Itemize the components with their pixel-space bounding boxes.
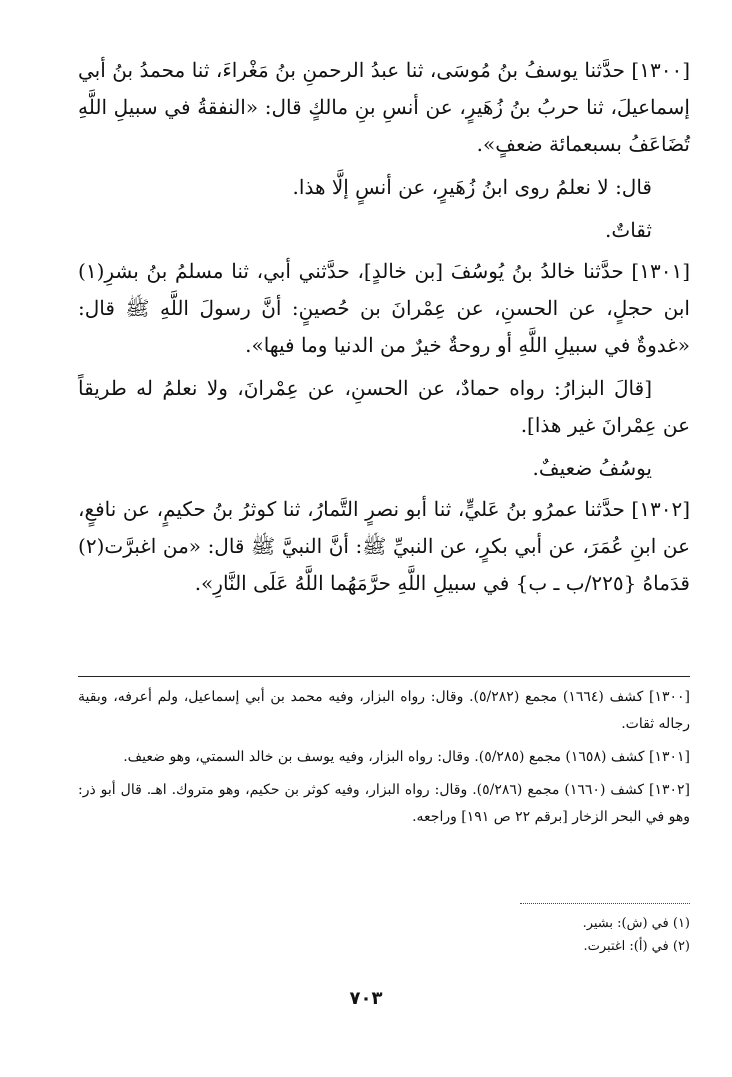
note-1301: [١٣٠١] كشف (١٦٥٨) مجمع (٥/٢٨٥). وقال: رواه البزار، وفيه يوسف بن خالد السمتي، وهو ضعيف. [123,749,690,765]
notes-divider [78,676,690,677]
hadith-1301: [١٣٠١] حدَّثنا خالدُ بنُ يُوسُفَ [بن خالدٍ]، حدَّثني أبي، ثنا مسلمُ بنُ بشرِ(١) ابن حجلٍ، عن الحسنِ، عن عِمْرانَ بن حُصينٍ: أنَّ رسولَ اللَّهِ ﷺ قال: «غدوةٌ في سبيلِ اللَّهِ أو روحةٌ خيرٌ من الدنيا وما فيها». [78,259,690,357]
main-text [78,52,690,602]
page-number: ٧٠٣ [349,988,383,1009]
comment-1300-a: قال: لا نعلمُ روى ابنُ زُهَيرٍ، عن أنسٍ إلَّا هذا. [292,175,652,199]
hadith-1300: [١٣٠٠] حدَّثنا يوسفُ بنُ مُوسَى، ثنا عبدُ الرحمنِ بنُ مَغْراءَ، ثنا محمدُ بنُ أبي إسماعيلَ، ثنا حربُ بنُ زُهَيرٍ، عن أنسِ بنِ مالكٍ قال: «النفقةُ في سبيلِ اللَّهِ تُضَاعَفُ بسبعمائة ضعفٍ». [78,58,690,156]
comment-1300-b: ثقاتٌ. [605,218,652,242]
note-1302: [١٣٠٢] كشف (١٦٦٠) مجمع (٥/٢٨٦). وقال: رواه البزار، وفيه كوثر بن حكيم، وهو متروك. اهـ. قال أبو ذر: وهو في البحر الزخار [برقم ٢٢ ص ١٩١] وراجعه. [78,782,690,825]
comment-1301-b: يوسُفُ ضعيفٌ. [532,456,652,480]
hadith-1302: [١٣٠٢] حدَّثنا عمرُو بنُ عَليٍّ، ثنا أبو نصرٍ التَّمارُ، ثنا كوثرُ بنُ حكيمٍ، عن نافعٍ، عن ابنِ عُمَرَ، عن أبي بكرٍ، عن النبيِّ ﷺ: أنَّ النبيَّ ﷺ قال: «من اغبرَّت(٢) قدَماهُ {٢٢٥/ب ـ ب} في سبيلِ اللَّهِ حرَّمَهُما اللَّهُ عَلَى النَّارِ». [78,497,690,595]
takhrij-notes [78,684,690,837]
footnotes [583,912,690,958]
comment-1301-a: [قالَ البزارُ: رواه حمادٌ، عن الحسنِ، عن عِمْرانَ، ولا نعلمُ له طريقاً عن عِمْرانَ غير هذا]. [78,376,690,437]
footnote-2: (٢) في (أ): اغتبرت. [583,939,690,954]
footnote-1: (١) في (ش): بشير. [582,916,690,931]
footnote-divider [520,903,690,904]
note-1300: [١٣٠٠] كشف (١٦٦٤) مجمع (٥/٢٨٢). وقال: رواه البزار، وفيه محمد بن أبي إسماعيل، ولم أعرفه، وبقية رجاله ثقات. [78,689,691,732]
